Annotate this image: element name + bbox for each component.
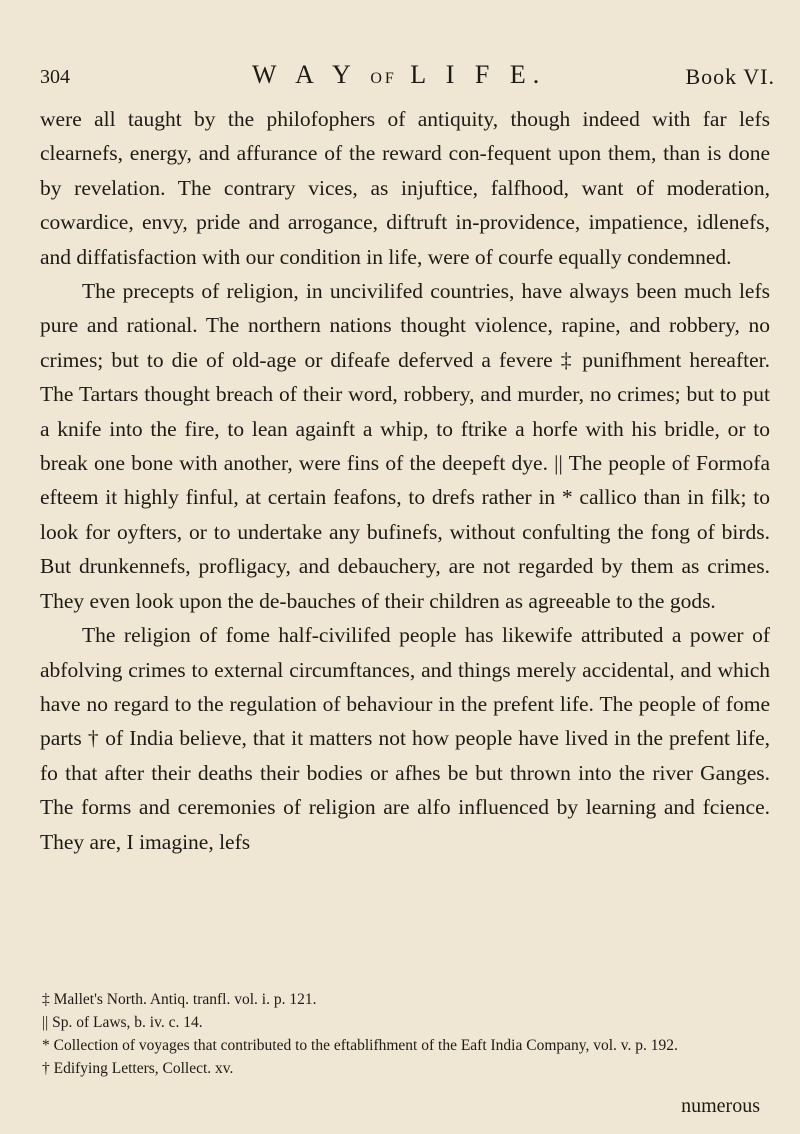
running-header [40,60,775,96]
page-number: 304 [40,66,70,88]
running-title [252,60,546,90]
book-label: Book VI. [685,64,775,89]
footnotes [40,988,770,1080]
footnote-mallet: ‡ Mallet's North. Antiq. tranfl. vol. i. p. 121. [42,991,317,1008]
paragraph-continued: were all taught by the philofophers of antiquity, though indeed with far lefs clearnefs, energy, and affurance of the reward con-fequent upon them, than is done by revelation. The contrary vices, as injuftice, falfhood, want of moderation, cowardice, envy, pride and arrogance, diftruft in-providence, impatience, idlenefs, and diffatisfaction with our condition in life, were of courfe equally condemned. [40,107,770,269]
footnote-edifying-letters: † Edifying Letters, Collect. xv. [42,1060,234,1077]
running-title-way: W A Y [252,60,357,89]
running-title-life: L I F E. [410,60,547,89]
footnote-voyages: * Collection of voyages that contributed to the eftablifhment of the Eaft India Company, vol. v. p. 192. [42,1037,678,1054]
paragraph-uncivilised-religion: The precepts of religion, in uncivilifed countries, have always been much lefs pure and rational. The northern nations thought violence, rapine, and robbery, no crimes; but to die of old-age or difeafe deferved a fevere ‡ punifhment hereafter. The Tartars thought breach of their word, robbery, and murder, no crimes; but to put a knife into the fire, to lean againft a whip, to ftrike a horfe with his bridle, or to break one bone with another, were fins of the deepeft dye. || The people of Formofa efteem it highly finful, at certain feafons, to drefs rather in * callico than in filk; to look for oyfters, or to undertake any bufinefs, without confulting the fong of birds. But drunkennefs, profligacy, and debauchery, are not regarded by them as crimes. They even look upon the de-bauches of their children as agreeable to the gods. [40,279,770,613]
catchword: numerous [681,1095,760,1117]
paragraph-half-civilised-religion: The religion of fome half-civilifed people has likewife attributed a power of abfolving crimes to external circumftances, and things merely accidental, and which have no regard to the regulation of behaviour in the prefent life. The people of fome parts † of India believe, that it matters not how people have lived in the prefent life, fo that after their deaths their bodies or afhes be but thrown into the river Ganges. The forms and ceremonies of religion are alfo influenced by learning and fcience. They are, I imagine, lefs [40,623,770,854]
footnote-laws: || Sp. of Laws, b. iv. c. 14. [42,1014,203,1031]
running-title-of: OF [370,70,397,87]
body-text [40,102,770,859]
